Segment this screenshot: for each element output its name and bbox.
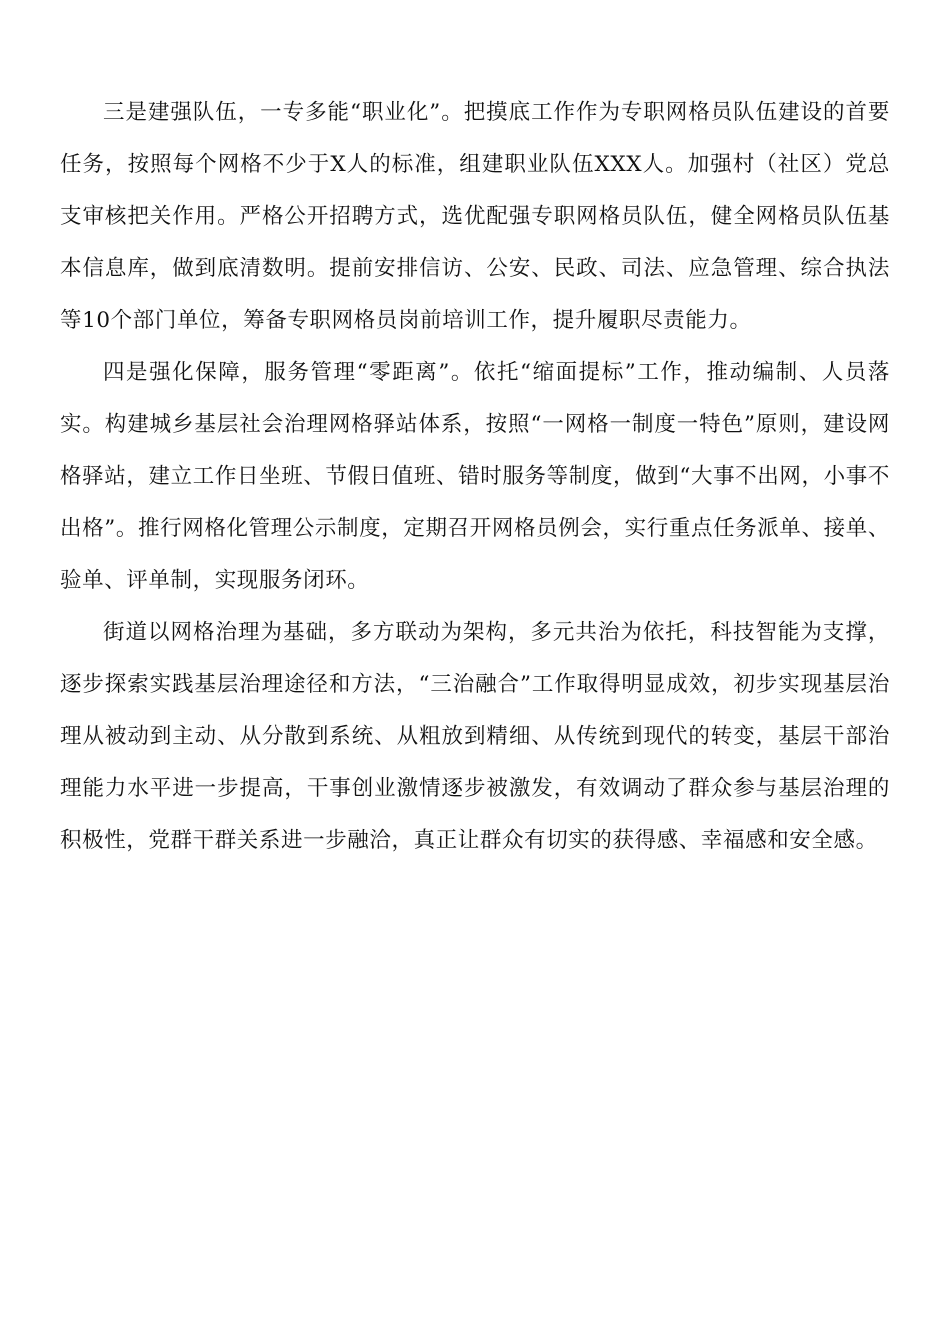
- paragraph-summary: 街道以网格治理为基础，多方联动为架构，多元共治为依托，科技智能为支撑，逐步探索实践基层治理途径和方法，“三治融合”工作取得明显成效，初步实现基层治理从被动到主动、从分散到系统、从粗放到精细、从传统到现代的转变，基层干部治理能力水平进一步提高，干事创业激情逐步被激发，有效调动了群众参与基层治理的积极性，党群干群关系进一步融洽，真正让群众有切实的获得感、幸福感和安全感。: [60, 620, 890, 853]
- paragraph-service-guarantee: 四是强化保障，服务管理“零距离”。依托“缩面提标”工作，推动编制、人员落实。构建城乡基层社会治理网格驿站体系，按照“一网格一制度一特色”原则，建设网格驿站，建立工作日坐班、节假日值班、错时服务等制度，做到“大事不出网，小事不出格”。推行网格化管理公示制度，定期召开网格员例会，实行重点任务派单、接单、验单、评单制，实现服务闭环。: [60, 360, 890, 593]
- document-body: [60, 87, 890, 867]
- paragraph-team-building: 三是建强队伍，一专多能“职业化”。把摸底工作作为专职网格员队伍建设的首要任务，按照每个网格不少于X人的标准，组建职业队伍XXX人。加强村（社区）党总支审核把关作用。严格公开招聘方式，选优配强专职网格员队伍，健全网格员队伍基本信息库，做到底清数明。提前安排信访、公安、民政、司法、应急管理、综合执法等10个部门单位，筹备专职网格员岗前培训工作，提升履职尽责能力。: [60, 100, 890, 333]
